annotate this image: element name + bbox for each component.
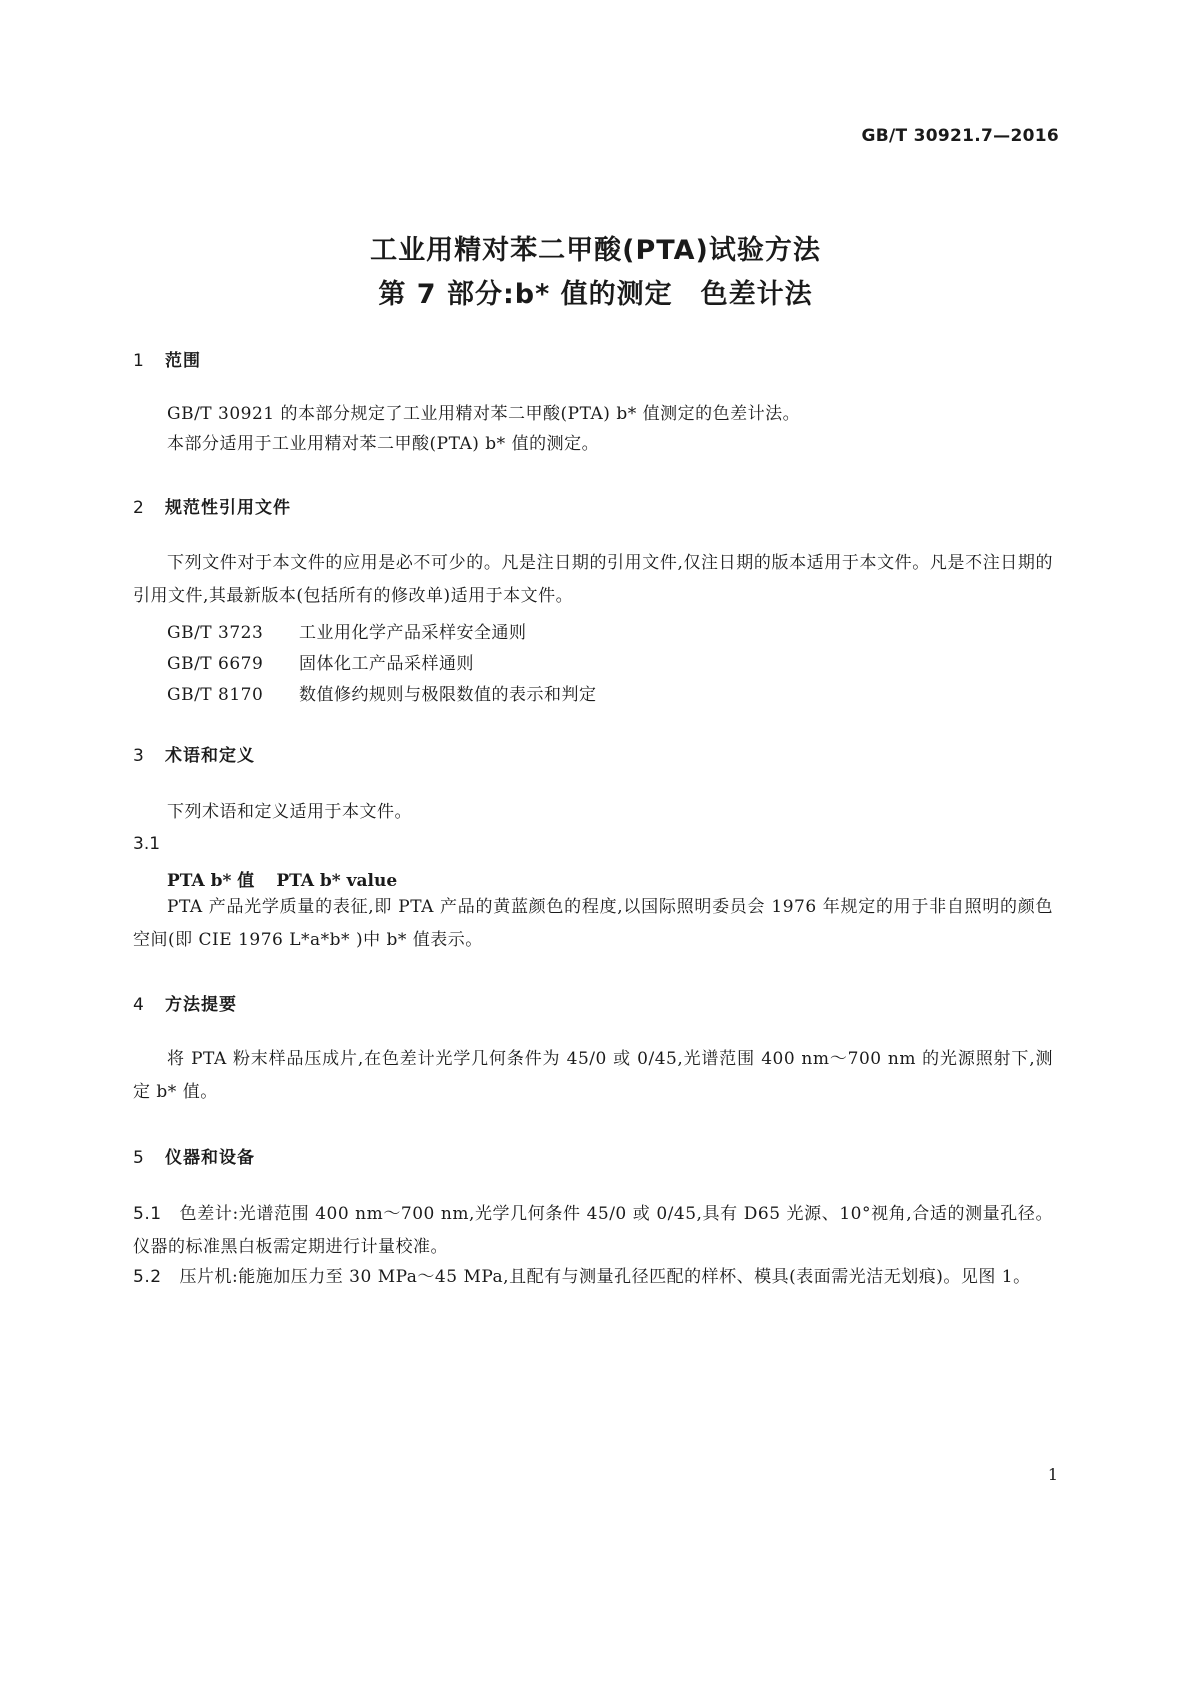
reference-item <box>167 649 474 674</box>
reference-title: 数值修约规则与极限数值的表示和判定 <box>299 685 597 705</box>
section-number: 2 <box>133 498 145 518</box>
clause-text: 色差计:光谱范围 400 nm～700 nm,光学几何条件 45/0 或 0/45,具有 D65 光源、10°视角,合适的测量孔径。仪器的标准黑白板需定期进行计量校准。 <box>133 1204 1053 1257</box>
reference-title: 工业用化学产品采样安全通则 <box>299 623 527 643</box>
term-definition: PTA 产品光学质量的表征,即 PTA 产品的黄蓝颜色的程度,以国际照明委员会 1976 年规定的用于非自照明的颜色空间(即 CIE 1976 L*a*b* )中 b* 值表示。 <box>133 897 1053 950</box>
reference-title: 固体化工产品采样通则 <box>299 654 474 674</box>
reference-item <box>167 618 527 643</box>
reference-item <box>167 680 597 705</box>
section-number: 4 <box>133 995 145 1015</box>
document-title-line-1: 工业用精对苯二甲酸(PTA)试验方法 <box>370 235 821 266</box>
section-title: 仪器和设备 <box>165 1148 255 1168</box>
reference-code: GB/T 3723 <box>167 623 264 643</box>
scope-paragraph-2: 本部分适用于工业用精对苯二甲酸(PTA) b* 值的测定。 <box>167 434 600 454</box>
term-english: PTA b* value <box>276 871 398 891</box>
section-title: 规范性引用文件 <box>165 498 291 518</box>
section-number: 1 <box>133 351 145 371</box>
page-number: 1 <box>1047 1465 1058 1484</box>
section-2-heading <box>133 493 291 518</box>
section-number: 3 <box>133 746 145 766</box>
clause-5-2 <box>133 1261 1053 1294</box>
terms-intro-paragraph: 下列术语和定义适用于本文件。 <box>167 802 412 822</box>
standard-code: GB/T 30921.7—2016 <box>861 126 1059 146</box>
section-1-heading <box>133 346 201 371</box>
section-3-heading <box>133 741 255 766</box>
section-4-heading <box>133 990 237 1015</box>
reference-code: GB/T 8170 <box>167 685 264 705</box>
clause-5-1 <box>133 1198 1053 1264</box>
term-chinese: PTA b* 值 <box>167 871 255 891</box>
document-title-line-2: 第 7 部分:b* 值的测定 色差计法 <box>378 279 813 310</box>
reference-code: GB/T 6679 <box>167 654 264 674</box>
method-summary-paragraph: 将 PTA 粉末样品压成片,在色差计光学几何条件为 45/0 或 0/45,光谱范围 400 nm～700 nm 的光源照射下,测定 b* 值。 <box>133 1049 1053 1102</box>
section-title: 方法提要 <box>165 995 237 1015</box>
clause-number: 5.2 <box>133 1267 162 1287</box>
clause-number: 5.1 <box>133 1204 162 1224</box>
clause-text: 压片机:能施加压力至 30 MPa～45 MPa,且配有与测量孔径匹配的样杯、模具(表面需光洁无划痕)。见图 1。 <box>179 1267 1031 1287</box>
scope-paragraph-1: GB/T 30921 的本部分规定了工业用精对苯二甲酸(PTA) b* 值测定的色差计法。 <box>167 404 801 424</box>
section-number: 5 <box>133 1148 145 1168</box>
term-entry <box>167 866 397 891</box>
clause-number-3-1: 3.1 <box>133 834 161 854</box>
section-5-heading <box>133 1143 255 1168</box>
normative-references-paragraph: 下列文件对于本文件的应用是必不可少的。凡是注日期的引用文件,仅注日期的版本适用于本文件。凡是不注日期的引用文件,其最新版本(包括所有的修改单)适用于本文件。 <box>133 553 1053 606</box>
section-title: 术语和定义 <box>165 746 255 766</box>
section-title: 范围 <box>165 351 201 371</box>
